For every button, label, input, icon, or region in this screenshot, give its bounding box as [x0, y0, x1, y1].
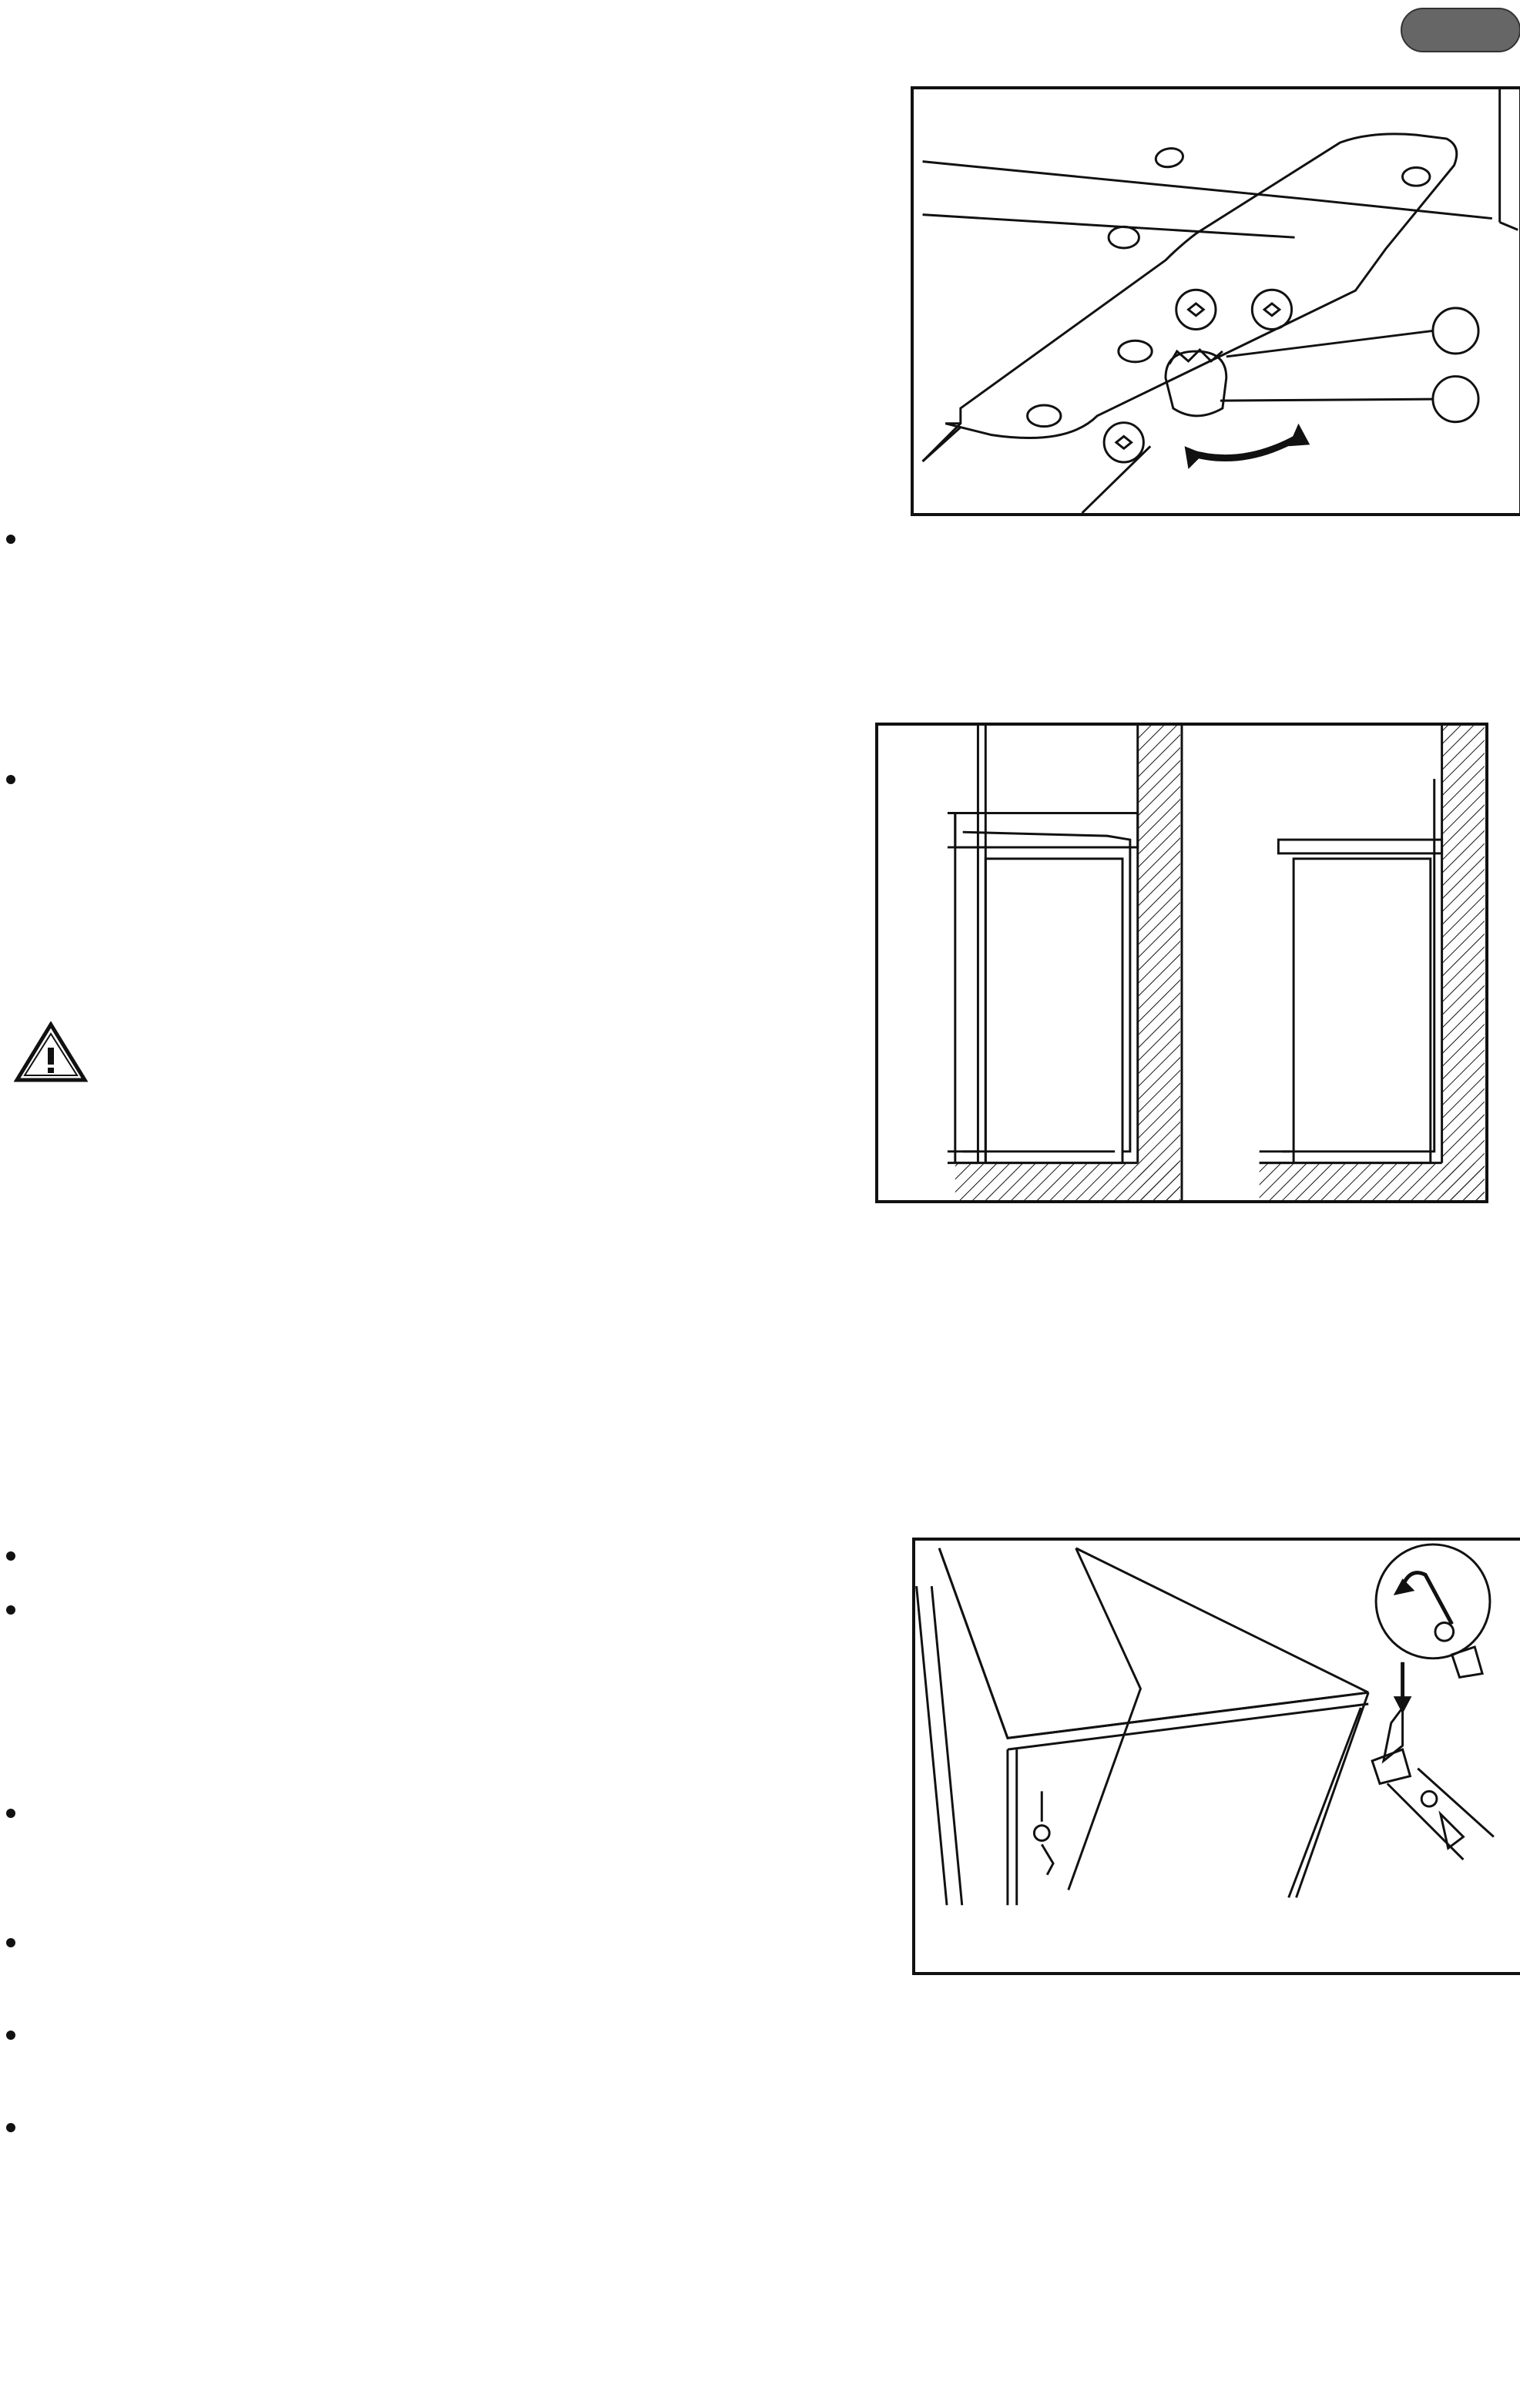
figure-ventilation-clearance — [875, 723, 1488, 1203]
bullet-8 — [6, 2123, 15, 2132]
warning-icon — [14, 1021, 88, 1083]
bullet-6 — [6, 1938, 15, 1947]
bullet-1 — [6, 535, 15, 544]
bullet-7 — [6, 2031, 15, 2040]
door-hinge-drawing — [915, 1541, 1520, 1972]
bullet-3 — [6, 1551, 15, 1561]
figure-door-hinge-mounting — [912, 1538, 1520, 1975]
language-tab — [1401, 8, 1520, 52]
figure-hinge-adjustment — [911, 86, 1520, 516]
hinge-adjustment-drawing — [914, 89, 1519, 513]
bullet-2 — [6, 775, 15, 784]
bullet-5 — [6, 1809, 15, 1818]
ventilation-drawing — [878, 726, 1485, 1200]
bullet-4 — [6, 1605, 15, 1615]
